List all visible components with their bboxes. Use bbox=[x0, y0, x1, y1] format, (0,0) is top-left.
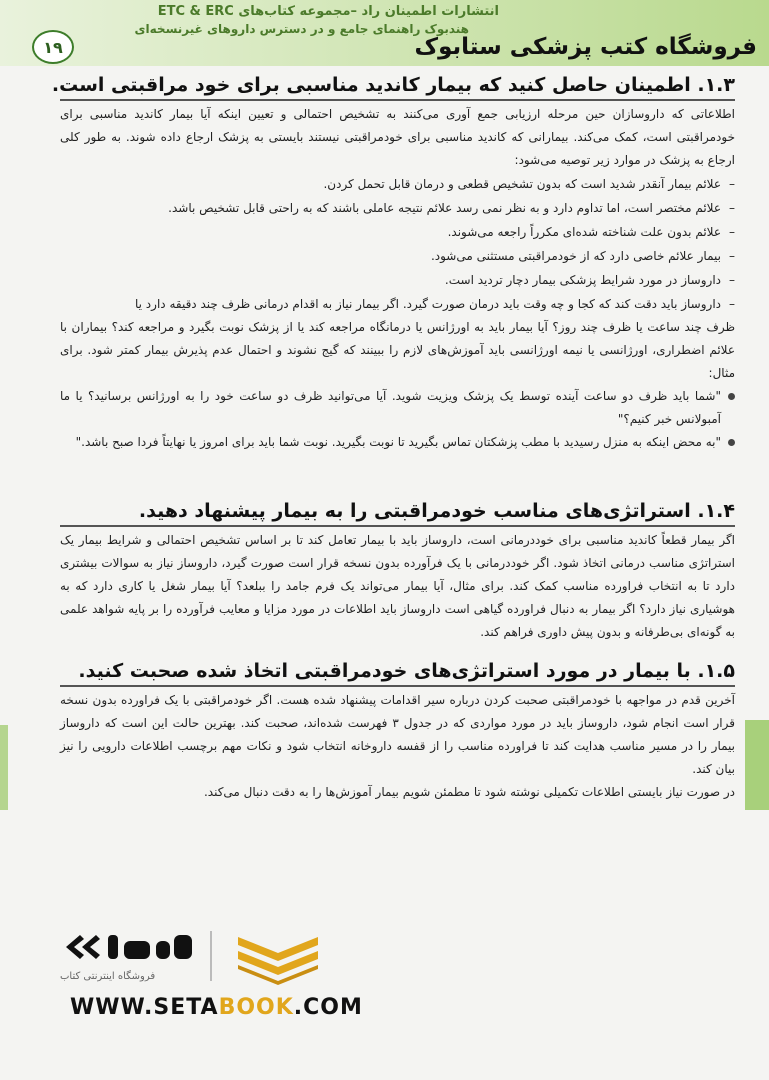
store-banner: فروشگاه کتب پزشکی ستابوک bbox=[414, 34, 757, 60]
bullet-dot-icon bbox=[728, 439, 735, 446]
list-item: – علائم بیمار آنقدر شدید است که بدون تشخیص قطعی و درمان قابل تحمل کردن. bbox=[60, 172, 721, 196]
section-title-1-4: ۱.۴. استراتژی‌های مناسب خودمراقبتی را به بیمار پیشنهاد دهید. bbox=[60, 500, 735, 527]
section-title-1-5: ۱.۵. با بیمار در مورد استراتژی‌های خودمراقبتی اتخاذ شده صحبت کنید. bbox=[60, 660, 735, 687]
list-item: – داروساز باید دقت کند که کجا و چه وقت باید درمان صورت گیرد. اگر بیمار نیاز به اقدام درمانی ظرف چند دقیقه دارد یا bbox=[60, 292, 721, 316]
url-accent: BOOK bbox=[218, 995, 294, 1020]
page-number: ۱۹ bbox=[32, 30, 74, 64]
referral-list bbox=[60, 172, 735, 316]
logo-tagline: فروشگاه اینترنتی کتاب bbox=[60, 971, 156, 982]
page-header bbox=[0, 0, 769, 66]
quote-text: "شما باید ظرف دو ساعت آینده توسط یک پزشک ویزیت شوید. آیا می‌توانید ظرف دو ساعت خود را به اورژانس برسانید؟ یا ما آمبولانس خبر کنیم؟" bbox=[60, 389, 721, 426]
bullet-dot-icon bbox=[728, 393, 735, 400]
list-item: – بیمار علائم خاصی دارد که از خودمراقبتی مستثنی می‌شود. bbox=[60, 244, 721, 268]
section-1-3-intro: اطلاعاتی که داروسازان حین مرحله ارزیابی جمع آوری می‌کنند به تشخیص احتمالی و تعیین اینکه آیا بیمار کاندید مناسبی برای خودمراقبتی است، کمک می‌کند. بیمارانی که کاندید مناسبی برای خودمراقبتی نیستند بایستی به پزشک ارجاع داده شوند. به طور کلی ارجاع به پزشک در موارد زیر توصیه می‌شود: bbox=[60, 107, 735, 167]
section-title-1-3: ۱.۳. اطمینان حاصل کنید که بیمار کاندید مناسبی برای خود مراقبتی است. bbox=[60, 74, 735, 101]
side-tab-marker bbox=[745, 720, 769, 810]
section-1-3-continuation: ظرف چند ساعت یا ظرف چند روز؟ آیا بیمار باید به اورژانس یا درمانگاه مراجعه کند یا از پزشک نوبت بگیرد و مراجعه کند؟ بیماران با علائم اضطراری، اورژانسی یا نیمه اورژانسی باید آموزش‌های لازم را ببینند که گیج نشوند و احتمال عدم پذیرش بیمار کمتر شود. برای مثال: bbox=[60, 320, 735, 380]
section-1-5-body-2: در صورت نیاز بایستی اطلاعات تکمیلی نوشته شود تا مطمئن شویم بیمار آموزش‌ها را به دقت دنبال می‌کند. bbox=[203, 785, 735, 799]
logo-divider bbox=[210, 931, 212, 981]
example-quote bbox=[60, 385, 735, 431]
setabook-wordmark-icon bbox=[60, 925, 200, 985]
book-stack-icon bbox=[228, 929, 328, 985]
side-tab-marker-left bbox=[0, 725, 8, 810]
section-1-5-body: آخرین قدم در مواجهه با خودمراقبتی صحبت کردن درباره سیر اقدامات پیشنهاد شده هست. اگر خودمراقبتی با یک فراورده بدون نسخه قرار است انجام شود، داروساز باید در مورد مواردی که در جدول ۳ فهرست شده‌اند، صحبت کند. بهترین حالت این است که داروساز بیمار را در مسیر مناسب هدایت کند تا فراورده مناسب را از قفسه داروخانه انتخاب شود و نکات مهم برچسب اطلاعات دارویی را نیز بیان کند. bbox=[60, 693, 735, 776]
header-book-title: هندبوک راهنمای جامع و در دسترس داروهای غیرنسخه‌ای bbox=[134, 22, 469, 36]
list-item: – علائم بدون علت شناخته شده‌ای مکرراً راجعه می‌شوند. bbox=[60, 220, 721, 244]
url-prefix: WWW.SETA bbox=[70, 995, 219, 1020]
example-quote bbox=[60, 431, 735, 454]
setabook-logo bbox=[60, 925, 360, 985]
site-url bbox=[70, 995, 363, 1020]
section-1-4-body: اگر بیمار قطعاً کاندید مناسبی برای خوددرمانی است، داروساز باید با بیمار تعامل کند تا بر اساس تشخیص احتمالی و شرایط بیمار یک استراتژی مناسب درمانی اتخاذ شود. اگر خوددرمانی با یک فرآورده بدون نسخه قرار است صورت گیرد، داروساز نیاز به سوالات بیشتری دارد تا به انتخاب فراورده مناسب کمک کند. برای مثال، آیا بیمار می‌تواند یک فرم جامد را ببلعد؟ آیا بیمار شغل یا کاری دارد که به هوشیاری نیاز دارد؟ اگر بیمار به دنبال فراورده گیاهی است داروساز باید اطلاعات در مورد مزایا و معایب فرآورده را بر پایه شواهد علمی به گونه‌ای بی‌طرفانه و بدون پیش داوری فراهم کند. bbox=[60, 533, 735, 639]
list-item: – علائم مختصر است، اما تداوم دارد و به نظر نمی رسد علائم نتیجه عاملی باشند که به راحتی قابل تشخیص باشد. bbox=[60, 196, 721, 220]
list-item: – داروساز در مورد شرایط پزشکی بیمار دچار تردید است. bbox=[60, 268, 721, 292]
url-suffix: .COM bbox=[293, 995, 363, 1020]
quote-text: "به محض اینکه به منزل رسیدید با مطب پزشکتان تماس بگیرید تا نوبت بگیرید. نوبت شما باید برای امروز یا نهایتاً فردا صبح باشد." bbox=[75, 435, 721, 449]
header-series-title: انتشارات اطمینان راد –مجموعه کتاب‌های ETC & ERC bbox=[157, 4, 499, 19]
page-content bbox=[51, 68, 735, 804]
